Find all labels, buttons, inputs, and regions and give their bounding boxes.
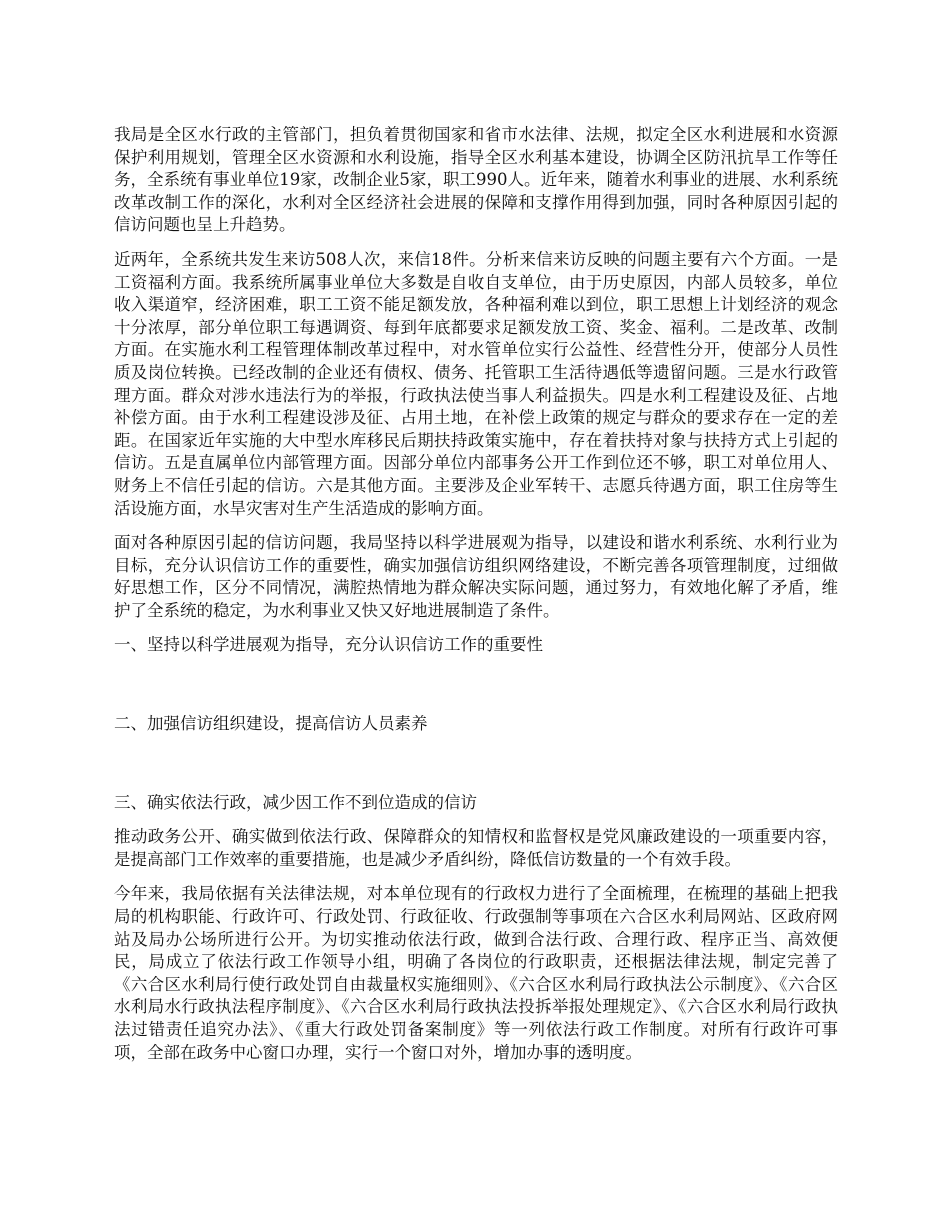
section-heading-1: 一、坚持以科学进展观为指导，充分认识信访工作的重要性 (114, 635, 543, 655)
paragraph-section3-intro: 推动政务公开、确实做到依法行政、保障群众的知情权和监督权是党风廉政建设的一项重要内容，是提高部门工作效率的重要措施，也是减少矛盾纠纷，降低信访数量的一个有效手段。 (114, 827, 838, 869)
paragraph-response: 面对各种原因引起的信访问题，我局坚持以科学进展观为指导，以建设和谐水利系统、水利行业为目标，充分认识信访工作的重要性，确实加强信访组织网络建设，不断完善各项管理制度，过细做好思想工作，区分不同情况，满腔热情地为群众解决实际问题，通过努力，有效地化解了矛盾，维护了全系统的稳定，为水利事业又快又好地进展制造了条件。 (114, 533, 838, 620)
section-heading-3: 三、确实依法行政，减少因工作不到位造成的信访 (114, 792, 477, 812)
section-heading-2: 二、加强信访组织建设，提高信访人员素养 (114, 714, 428, 734)
paragraph-intro: 我局是全区水行政的主管部门，担负着贯彻国家和省市水法律、法规，拟定全区水利进展和水资源保护利用规划，管理全区水资源和水利设施，指导全区水利基本建设，协调全区防汛抗旱工作等任务，全系统有事业单位19家，改制企业5家，职工990人。近年来，随着水利事业的进展、水利系统改革改制工作的深化，水利对全区经济社会进展的保障和支撑作用得到加强，同时各种原因引起的信访问题也呈上升趋势。 (114, 125, 838, 235)
paragraph-section3-detail: 今年来，我局依据有关法律法规，对本单位现有的行政权力进行了全面梳理，在梳理的基础上把我局的机构职能、行政许可、行政处罚、行政征收、行政强制等事项在六合区水利局网站、区政府网站及局办公场所进行公开。为切实推动依法行政，做到合法行政、合理行政、程序正当、高效便民，局成立了依法行政工作领导小组，明确了各岗位的行政职责，还根据法律法规，制定完善了《六合区水利局行使行政处罚自由裁量权实施细则》、《六合区水利局行政执法公示制度》、《六合区水利局水行政执法程序制度》、《六合区水利局行政执法投拆举报处理规定》、《六合区水利局行政执法过错责任追究办法》、《重大行政处罚备案制度》等一列依法行政工作制度。对所有行政许可事项，全部在政务中心窗口办理，实行一个窗口对外，增加办事的透明度。 (114, 884, 838, 1062)
paragraph-petition-issues: 近两年，全系统共发生来访508人次，来信18件。分析来信来访反映的问题主要有六个方面。一是工资福利方面。我系统所属事业单位大多数是自收自支单位，由于历史原因，内部人员较多，单位收入渠道窄，经济困难，职工工资不能足额发放，各种福利难以到位，职工思想上计划经济的观念十分浓厚，部分单位职工每遇调资、每到年底都要求足额发放工资、奖金、福利。二是改革、改制方面。在实施水利工程管理体制改革过程中，对水管单位实行公益性、经营性分开，使部分人员性质及岗位转换。已经改制的企业还有债权、债务、托管职工生活待遇低等遗留问题。三是水行政管理方面。群众对涉水违法行为的举报，行政执法使当事人利益损失。四是水利工程建设及征、占地补偿方面。由于水利工程建设涉及征、占用土地，在补偿上政策的规定与群众的要求存在一定的差距。在国家近年实施的大中型水库移民后期扶持政策实施中，存在着扶持对象与扶持方式上引起的信访。五是直属单位内部管理方面。因部分单位内部事务公开工作到位还不够，职工对单位用人、财务上不信任引起的信访。六是其他方面。主要涉及企业军转干、志愿兵待遇方面，职工住房等生活设施方面，水旱灾害对生产生活造成的影响方面。 (114, 249, 838, 518)
document-page (114, 124, 838, 1076)
